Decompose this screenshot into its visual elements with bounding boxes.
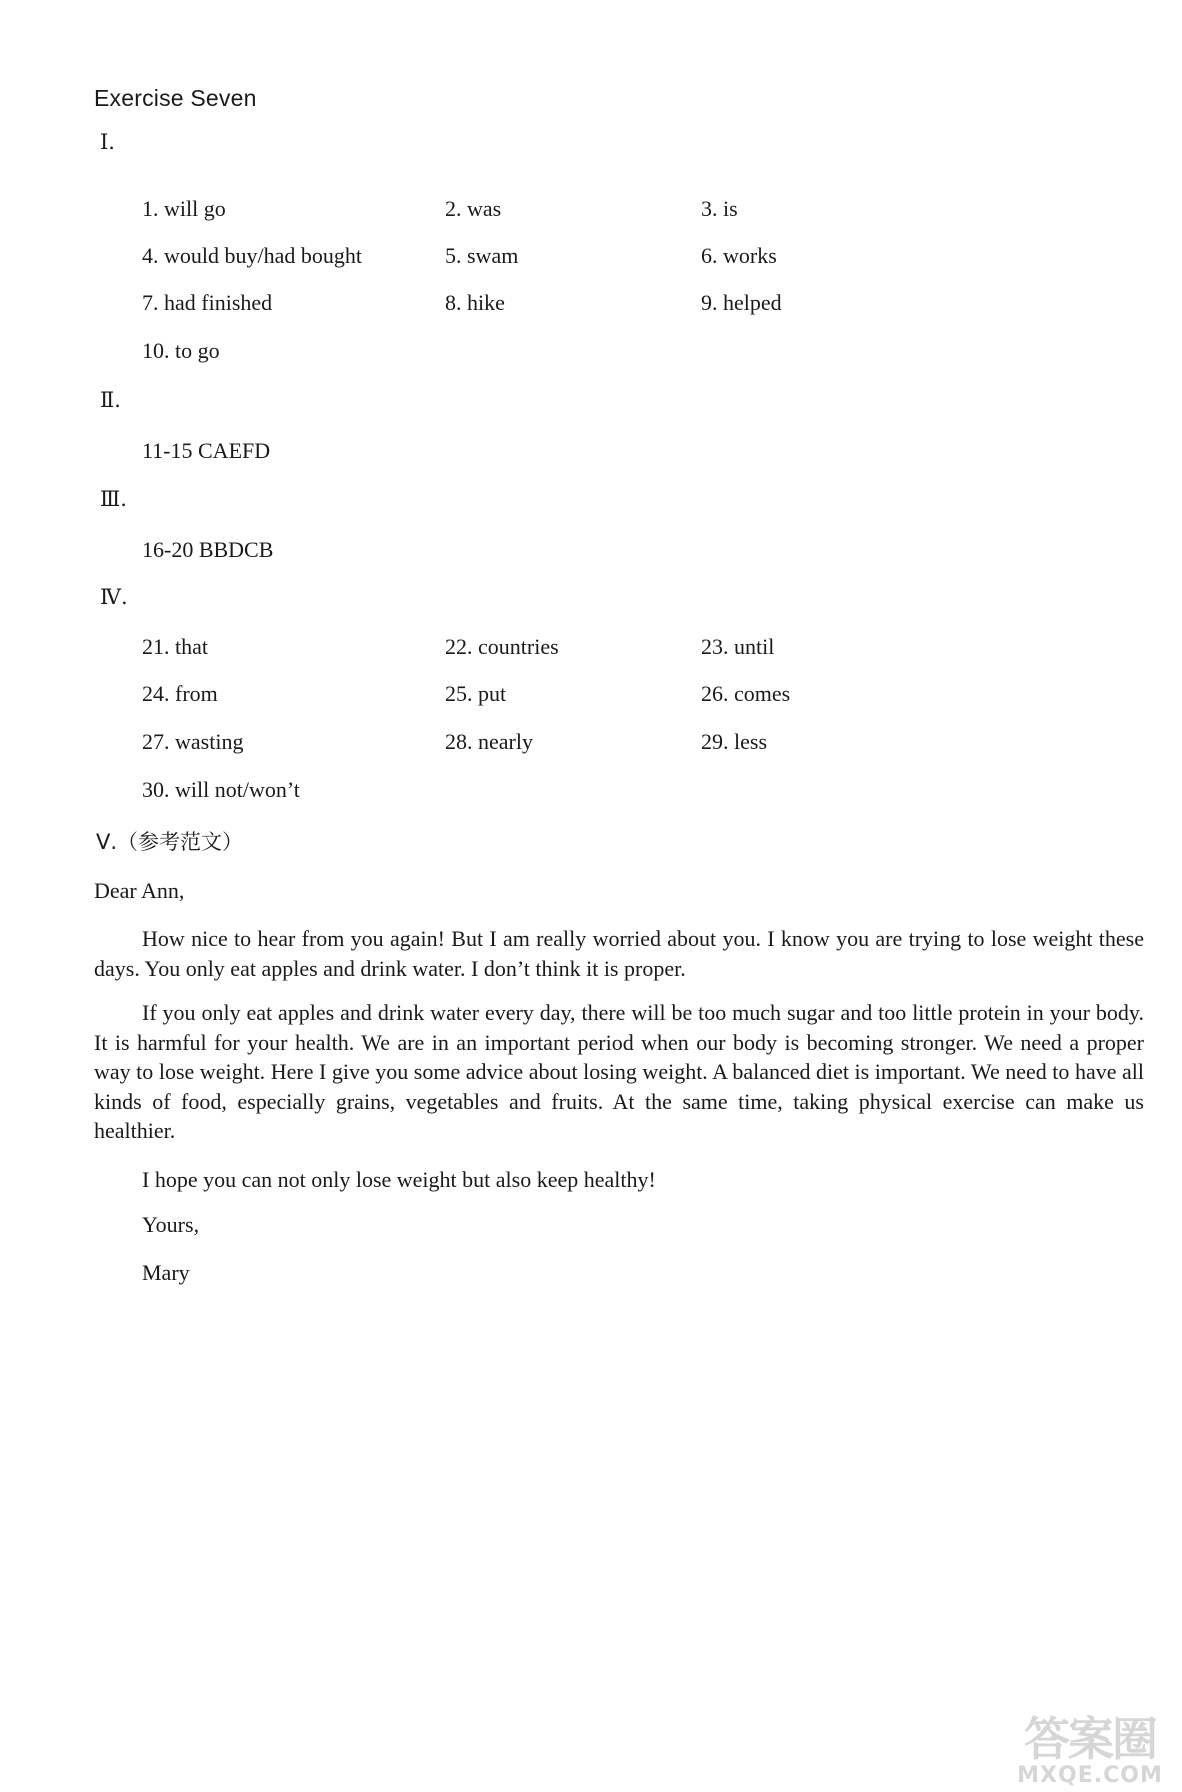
answer-item: 4. would buy/had bought	[142, 243, 362, 268]
section-label-5: Ⅴ.（参考范文）	[96, 830, 244, 854]
signature: Mary	[142, 1260, 190, 1285]
answer-item: 23. until	[701, 634, 775, 659]
letter-body	[94, 924, 1144, 983]
answer-item: 25. put	[445, 681, 507, 706]
section-label-2: Ⅱ.	[100, 388, 121, 412]
answer-item: 29. less	[701, 729, 767, 754]
section-label-3: Ⅲ.	[100, 487, 127, 511]
answer-item: 22. countries	[445, 634, 559, 659]
answer-item: 7. had finished	[142, 290, 273, 315]
answer-item: 9. helped	[701, 290, 782, 315]
answer-item: 3. is	[701, 196, 738, 221]
answer-item: 6. works	[701, 243, 777, 268]
section-label-4: Ⅳ.	[100, 585, 128, 609]
answer-item: 21. that	[142, 634, 208, 659]
answer-item: 24. from	[142, 681, 218, 706]
letter-paragraph: How nice to hear from you again! But I am really worried about you. I know you are trying to lose weight these days. You only eat apples and drink water. I don’t think it is proper.	[94, 926, 1144, 981]
watermark-glyphs: 答案圈	[1024, 1712, 1156, 1766]
answer-item: 11-15 CAEFD	[142, 438, 271, 463]
answer-item: 2. was	[445, 196, 502, 221]
answer-item: 27. wasting	[142, 729, 244, 754]
answer-item: 10. to go	[142, 338, 220, 363]
answer-item: 16-20 BBDCB	[142, 537, 274, 562]
answer-item: 5. swam	[445, 243, 519, 268]
answer-item: 30. will not/won’t	[142, 777, 300, 802]
answer-item: 8. hike	[445, 290, 505, 315]
letter-paragraph: I hope you can not only lose weight but also keep healthy!	[142, 1167, 656, 1192]
closing: Yours,	[142, 1212, 200, 1237]
watermark-site: MXQE.COM	[1017, 1763, 1163, 1788]
letter-body	[94, 1165, 1144, 1195]
answer-item: 28. nearly	[445, 729, 533, 754]
exercise-title: Exercise Seven	[94, 85, 257, 111]
letter-body	[94, 998, 1144, 1146]
section-label-1: Ⅰ.	[100, 130, 115, 154]
salutation: Dear Ann,	[94, 878, 185, 903]
answer-item: 1. will go	[142, 196, 226, 221]
letter-paragraph: If you only eat apples and drink water every day, there will be too much sugar and too little protein in your body. It is harmful for your health. We are in an important period when our body is becoming stronger. We need a proper way to lose weight. Here I give you some advice about losing weight. A balanced diet is important. We need to have all kinds of food, especially grains, vegetables and fruits. At the same time, taking physical exercise can make us healthier.	[94, 1000, 1144, 1143]
watermark-logo	[1006, 1714, 1174, 1788]
answer-item: 26. comes	[701, 681, 791, 706]
